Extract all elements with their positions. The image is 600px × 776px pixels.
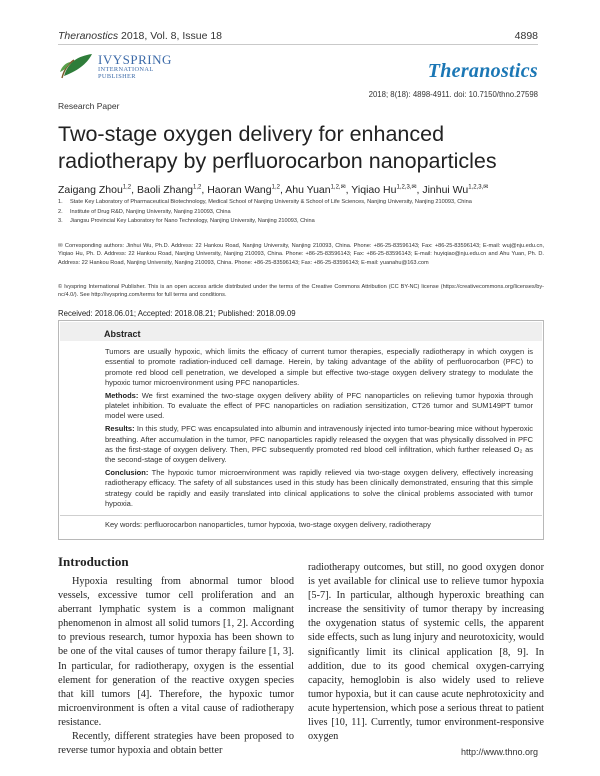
body-paragraph: radiotherapy outcomes, but still, no good oxygen donor is yet available for clinical use to relieve tumor hypoxia [5-7]. In particular, although hyperoxic breathing can increase the sensitivity of tumor therapy by increasing the oxygenation status of systemic cells, the apparent side effects, such as lung injury and neurotoxicity, would significantly limit its clinical application [8, 9]. In addition, due to its good chemical oxygen-carrying capacity, hemoglobin is also widely used to relieve tumor hypoxia, but it can cause acute nephrotoxicity and acute hypertension, which pose a serious threat to patient lives [10, 11]. Currently, tumor environment-responsive oxygen — [308, 562, 544, 743]
abstract-conclusion: Conclusion: The hypoxic tumor microenvironment was rapidly relieved via two-stage oxygen delivery, effectively increasing radiotherapy efficacy. The safety of all substances used in this study has been clinically demonstrated, ensuring that this simple strategy could be rapidly and easily translated into clinical applications to solve the clinical problems associated with tumor hypoxia. — [105, 467, 533, 508]
keywords-divider — [60, 515, 542, 516]
journal-name: Theranostics — [58, 30, 119, 42]
body-paragraph: Recently, different strategies have been proposed to reverse tumor hypoxia and obtain better — [58, 731, 294, 757]
author: Ahu Yuan$^{1,2,✉}$, — [285, 183, 352, 196]
body-column-left — [58, 575, 294, 758]
abstract-heading: Abstract — [104, 329, 141, 339]
publisher-subtitle: INTERNATIONAL PUBLISHER — [98, 66, 154, 80]
keywords: Key words: perfluorocarbon nanoparticles, tumor hypoxia, two-stage oxygen delivery, radiotherapy — [105, 520, 431, 529]
journal-logo: Theranostics — [427, 60, 538, 82]
citation: 2018; 8(18): 4898-4911. doi: 10.7150/thno.27598 — [368, 90, 538, 99]
license-statement: © Ivyspring International Publisher. This is an open access article distributed under the terms of the Creative Commons Attribution (CC BY-NC) license (https://creativecommons.org/licenses/by-nc/4.0/). See http://ivyspring.com/terms for full terms and conditions. — [58, 284, 544, 299]
affiliation-item: 2. Institute of Drug R&D, Nanjing University, Nanjing 210093, China — [58, 208, 231, 215]
publisher-logo — [58, 52, 188, 86]
body-column-right — [308, 561, 544, 744]
page-number: 4898 — [514, 30, 538, 42]
abstract-intro: Tumors are usually hypoxic, which limits the efficacy of current tumor therapies, especially radiotherapy in which oxygen is essential to promote radiation-induced cell damage. Herein, by taking advantage of the ability of perfluorocarbon (PFC) to promote red blood cell penetration, we developed a simple but effective two-stage oxygen delivery strategy to modulate the hypoxic tumor microenvironment using PFC nanoparticles. — [105, 347, 533, 388]
affiliations — [58, 198, 544, 227]
introduction-heading: Introduction — [58, 554, 129, 569]
author: Jinhui $Wu^{1,2,3,✉}$ — [422, 183, 489, 196]
author: Baoli Zhang$^{1,2}$, — [136, 183, 208, 196]
footer-url: http://www.thno.org — [460, 747, 538, 757]
author: Haoran Wang$^{1,2}$, — [207, 183, 286, 196]
abstract-results: Results: In this study, PFC was encapsulated into albumin and intravenously injected into tumor-bearing mice without hyperoxic breathing. After accumulation in the tumor, PFC nanoparticles rapidly released the oxygen that was physically dissolved in PFC as the first-stage of oxygen delivery. Then, PFC subsequently promoted red blood cell infiltration, which further released O₂ as the second-stage of oxygen delivery. — [105, 424, 533, 465]
abstract-methods: Methods: We first examined the two-stage oxygen delivery ability of PFC nanoparticles on relieving tumor hypoxia through platelet inhibition. To evaluate the effect of PFC nanoparticles on radiation sensitization, CT26 tumor and SUM149PT tumor model were used. — [105, 390, 533, 421]
affiliation-item: 3. Jiangsu Provincial Key Laboratory for Nano Technology, Nanjing University, Nanjing 210093, China — [58, 218, 315, 224]
author: Yiqiao $Hu^{1,2,3,✉}$, — [351, 183, 423, 196]
paper-title: Two-stage oxygen delivery for enhanced radiotherapy by perfluorocarbon nanoparticles — [58, 122, 497, 173]
header-divider — [58, 44, 538, 45]
publication-dates: Received: 2018.06.01; Accepted: 2018.08.21; Published: 2018.09.09 — [58, 309, 296, 318]
corresponding-authors: ✉ Corresponding authors: Jinhui Wu, Ph.D. Address: 22 Hankou Road, Nanjing University, Nanjing 210093, China. Phone: +86-25-83596143; Fax: +86-25-83596143; E-mail: wuj@nju.edu.cn, Yiqiao Hu, Ph. D. Address: 22 Hankou Road, Nanjing University, Nanjing 210093, China. Phone: +86-25-83596143; Fax: +86-25-83596143; E-mail: huyiqiao@nju.edu.cn and Ahu Yuan, Ph. D. Address: 22 Hankou Road, Nanjing University, Nanjing 210093, China. Phone: +86-25-83596143; Fax: +86-25-83596143; E-mail: yuanahu@163.com — [58, 243, 544, 266]
author-list — [58, 180, 548, 197]
article-type: Research Paper — [58, 101, 120, 111]
publisher-name: IVYSPRING — [98, 52, 172, 67]
journal-header — [58, 30, 222, 42]
ivyspring-leaf-icon — [58, 52, 94, 80]
abstract-box — [58, 320, 544, 540]
author: Zaigang Zhou$^{1,2}$, — [58, 183, 137, 196]
abstract-body — [105, 347, 533, 512]
affiliation-item: 1. State Key Laboratory of Pharmaceutical Biotechnology, Medical School of Nanjing University & School of Life Sciences, Nanjing University, Nanjing 210093, China — [58, 199, 472, 205]
body-paragraph: Hypoxia resulting from abnormal tumor blood vessels, excessive tumor cell proliferation and an aberrant lymphatic system is a common malignant phenomenon in almost all solid tumors [1, 2]. According to previous research, tumor hypoxia has been shown to be one of the vital causes of tumor therapy failure [1, 3]. In particular, for radiotherapy, oxygen is the essential element for generation of the reactive oxygen species that kill tumors [4]. Therefore, the hypoxic tumor microenvironment is often a vital cause of radiotherapy resistance. — [58, 576, 294, 728]
volume-info: 2018, Vol. 8, Issue 18 — [121, 30, 223, 42]
